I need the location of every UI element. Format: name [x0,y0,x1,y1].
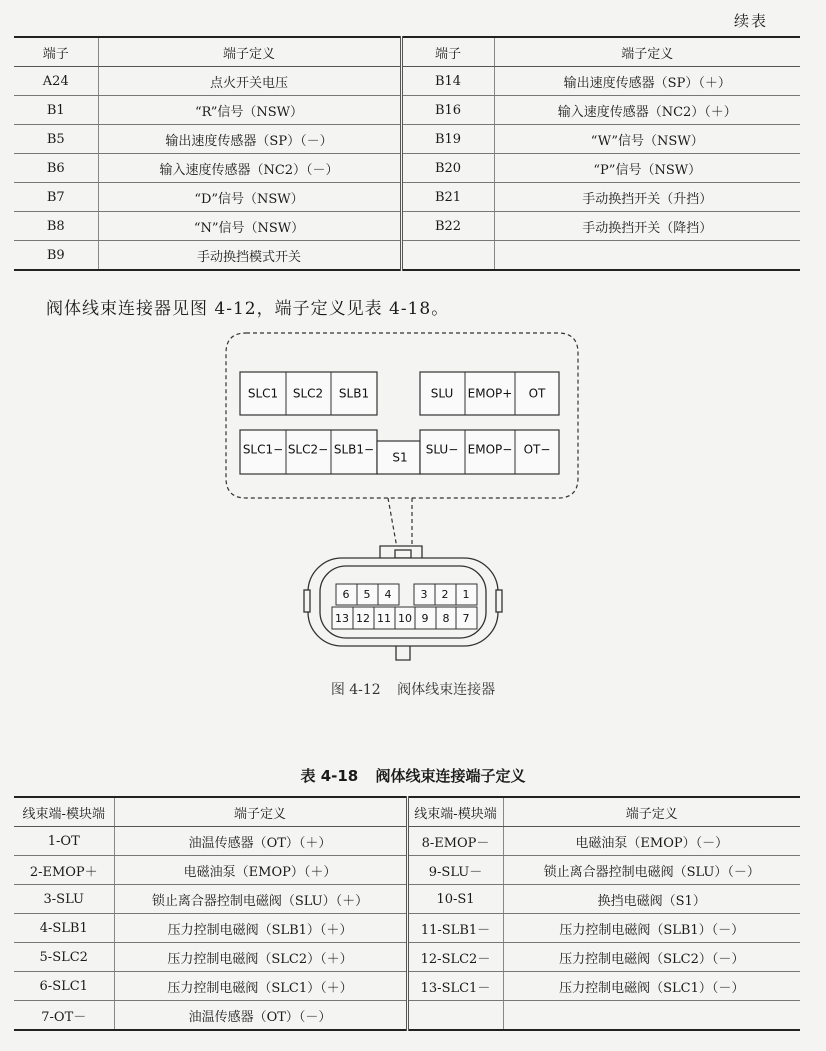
cell: 手动换挡开关（升挡） [494,183,800,212]
cell: 锁止离合器控制电磁阀（SLU）（＋） [114,885,407,914]
detail-top-right-group [420,372,559,415]
cell: 锁止离合器控制电磁阀（SLU）（－） [503,856,800,885]
cell: B16 [401,96,494,125]
cell: 输出速度传感器（SP）（＋） [494,67,800,96]
cell: 8-EMOP－ [407,827,503,856]
cell: B19 [401,125,494,154]
pin-number: 9 [421,612,429,625]
pin-number: 12 [356,612,370,625]
pin-number: 2 [441,588,449,601]
cell: B9 [14,241,98,271]
cell: 9-SLU－ [407,856,503,885]
cell: 11-SLB1－ [407,914,503,943]
table-row [14,856,800,885]
table-header-row [14,797,800,827]
callout-pointer [388,498,397,548]
intro-paragraph: 阀体线束连接器见图 4-12，端子定义见表 4-18。 [46,299,450,319]
cell: B21 [401,183,494,212]
cell [407,1001,503,1031]
cell: A24 [14,67,98,96]
pin-number: 10 [398,612,412,625]
header-terminal: 端子 [401,37,494,67]
cell: 6-SLC1 [14,972,114,1001]
cell: 油温传感器（OT）（－） [114,1001,407,1031]
cell: 手动换挡开关（降挡） [494,212,800,241]
pin-number: 3 [420,588,428,601]
cell: 压力控制电磁阀（SLC2）（＋） [114,943,407,972]
pin-number: 6 [342,588,350,601]
cell: “D”信号（NSW） [98,183,401,212]
header-harness-module: 线束端-模块端 [407,797,503,827]
cell: 手动换挡模式开关 [98,241,401,271]
pin-label: EMOP+ [467,386,513,401]
cell: 压力控制电磁阀（SLC1）（－） [503,972,800,1001]
cell: 5-SLC2 [14,943,114,972]
pin-label: SLU− [425,442,459,457]
detail-top-left-group [240,372,377,415]
cell: 13-SLC1－ [407,972,503,1001]
pin-number: 8 [442,612,450,625]
pin-number: 5 [363,588,371,601]
table-number: 表 4-18 [300,767,359,785]
pin-number: 7 [462,612,470,625]
table-row [14,1001,800,1031]
pin-label: S1 [392,450,408,465]
continued-label: 续表 [733,12,768,30]
cell: 压力控制电磁阀（SLC2）（－） [503,943,800,972]
cell: “R”信号（NSW） [98,96,401,125]
header-harness-module: 线束端-模块端 [14,797,114,827]
table-title [0,765,826,786]
table-row [14,827,800,856]
cell: 电磁油泵（EMOP）（＋） [114,856,407,885]
table-row [14,943,800,972]
pin-number: 4 [384,588,392,601]
figure-title: 阀体线束连接器 [397,682,496,698]
pin-label: SLB1 [338,386,370,401]
pin-label: OT− [523,442,551,457]
cell: 输出速度传感器（SP）（－） [98,125,401,154]
figure-number: 图 4-12 [330,682,381,698]
cell: 电磁油泵（EMOP）（－） [503,827,800,856]
cell: B7 [14,183,98,212]
table-title-text: 阀体线束连接端子定义 [375,767,526,785]
header-definition: 端子定义 [114,797,407,827]
table-row [14,885,800,914]
cell: 4-SLB1 [14,914,114,943]
pin-label: SLC1− [242,442,284,457]
cell: 压力控制电磁阀（SLC1）（＋） [114,972,407,1001]
pin-label: SLC1 [247,386,279,401]
cell: 2-EMOP＋ [14,856,114,885]
figure-caption [0,679,826,699]
cell: 输入速度传感器（NC2）（＋） [494,96,800,125]
cell: 压力控制电磁阀（SLB1）（－） [503,914,800,943]
pin-number: 1 [462,588,470,601]
cell: 油温传感器（OT）（＋） [114,827,407,856]
cell: B6 [14,154,98,183]
cell: 10-S1 [407,885,503,914]
cell: 压力控制电磁阀（SLB1）（＋） [114,914,407,943]
cell: 1-OT [14,827,114,856]
header-terminal: 端子 [14,37,98,67]
pin-label: SLU [430,386,454,401]
header-definition: 端子定义 [503,797,800,827]
pin-label: SLC2 [292,386,324,401]
cell: 换挡电磁阀（S1） [503,885,800,914]
pin-label: SLB1− [333,442,375,457]
cell [503,1001,800,1031]
cell: B22 [401,212,494,241]
cell: 输入速度传感器（NC2）（－） [98,154,401,183]
cell: 7-OT－ [14,1001,114,1031]
table-row [14,914,800,943]
pin-label: OT [528,386,546,401]
cell: “P”信号（NSW） [494,154,800,183]
bottom-terminal-table [14,796,800,1031]
cell: B8 [14,212,98,241]
pin-number: 11 [377,612,391,625]
cell: 点火开关电压 [98,67,401,96]
pin-label: SLC2− [287,442,329,457]
cell: B5 [14,125,98,154]
cell: 12-SLC2－ [407,943,503,972]
cell: B1 [14,96,98,125]
detail-bottom-group [240,430,559,474]
pin-number: 13 [335,612,349,625]
table-row [14,972,800,1001]
header-definition: 端子定义 [98,37,401,67]
pin-label: EMOP− [467,442,513,457]
header-definition: 端子定义 [494,37,800,67]
cell: “W”信号（NSW） [494,125,800,154]
cell: 3-SLU [14,885,114,914]
cell: B20 [401,154,494,183]
cell: B14 [401,67,494,96]
cell: “N”信号（NSW） [98,212,401,241]
